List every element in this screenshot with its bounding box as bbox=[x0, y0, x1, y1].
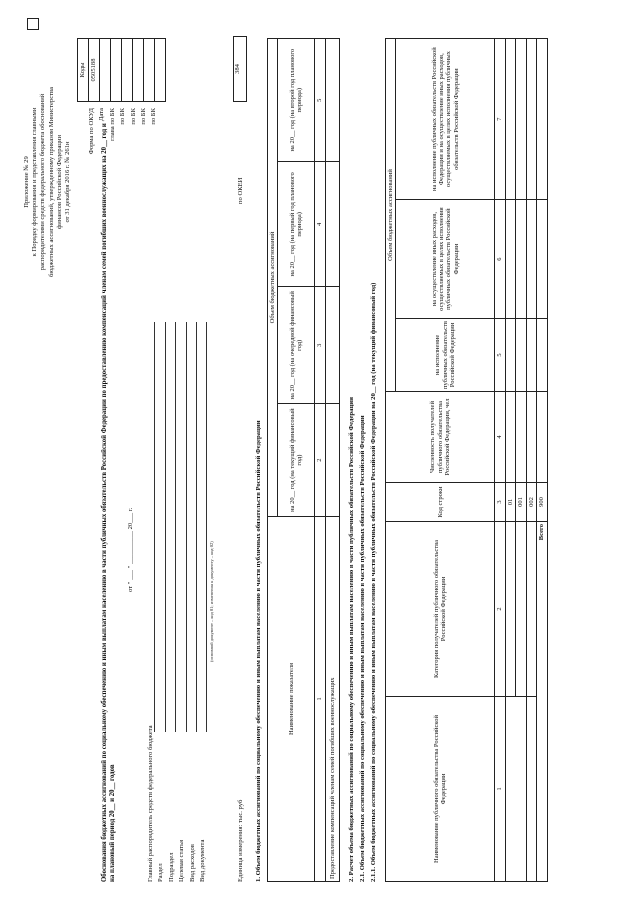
meta-label: Главный распорядитель средств федерального бюджета bbox=[147, 725, 154, 882]
corner-box bbox=[27, 18, 39, 30]
code-cell bbox=[144, 39, 155, 102]
col-number: 1 bbox=[495, 697, 505, 882]
value-cell bbox=[325, 287, 339, 404]
year-header: на 20__ год (на первый год планового периода) bbox=[278, 162, 315, 287]
col-header: Численность получателей публичного обязательства Российской Федерации, чел bbox=[386, 392, 495, 483]
year-header: на 20__ год (на очередной финансовый год) bbox=[278, 287, 315, 404]
value-cell bbox=[526, 319, 536, 392]
row-code: 002 bbox=[526, 483, 536, 522]
appendix-header bbox=[23, 32, 72, 332]
year-header: на 20__ год (на второй год планового периода) bbox=[278, 39, 315, 162]
appendix-line: от 31 декабря 2016 г. № 261н bbox=[64, 141, 72, 223]
code-label: по БК bbox=[129, 108, 137, 125]
value-cell bbox=[516, 200, 526, 319]
section21-title: 2.1. Объем бюджетных ассигнований по социальному обеспечению и иным выплатам населению в части публичных обязательств Российской Федерации bbox=[359, 415, 366, 882]
sub-header: на осуществление иных расходов, осуществляемых в целях исполнения публичных обязательств Российской Федерации bbox=[396, 200, 495, 319]
code-cell bbox=[111, 39, 122, 102]
form-code: 0505188 bbox=[89, 39, 100, 102]
value-cell bbox=[537, 319, 547, 392]
value-cell bbox=[505, 200, 515, 319]
sub-header: на исполнение публичных обязательств Российской Федерации bbox=[396, 319, 495, 392]
meta-row bbox=[189, 322, 199, 882]
okei-code: 384 bbox=[233, 36, 247, 102]
meta-label: Целевая статья bbox=[178, 839, 186, 882]
value-cell bbox=[526, 697, 536, 882]
col-number: 4 bbox=[315, 162, 325, 287]
appendix-line: бюджетных ассигнований, утвержденному приказом Министерства bbox=[47, 87, 55, 278]
row-code: 01 bbox=[505, 483, 515, 522]
col-number: 5 bbox=[315, 39, 325, 162]
col-header: Код строки bbox=[386, 483, 495, 522]
sub-header: на исполнение публичных обязательств Российской Федерации и на осуществление иных расходов, осуществляемых в целях исполнения публичных обязательств Российской Федерации bbox=[396, 39, 495, 200]
codes-header: Коды bbox=[78, 39, 89, 102]
col-group-header: Объем бюджетных ассигнований bbox=[386, 39, 396, 392]
code-label: Дата bbox=[98, 108, 106, 122]
code-cell bbox=[122, 39, 133, 102]
meta-row bbox=[199, 322, 209, 882]
value-cell bbox=[537, 200, 547, 319]
value-cell bbox=[505, 392, 515, 483]
col-number: 1 bbox=[315, 517, 325, 882]
col-number: 4 bbox=[495, 392, 505, 483]
appendix-line: Приложение № 29 bbox=[23, 156, 30, 208]
col-group-header: Объем бюджетных ассигнований bbox=[268, 39, 278, 517]
code-labels bbox=[88, 108, 161, 212]
meta-row bbox=[178, 322, 188, 882]
rotated-document-page bbox=[15, 12, 625, 892]
okei-label: по ОКЕИ bbox=[237, 177, 244, 204]
code-label: по БК bbox=[139, 108, 147, 125]
year-header: на 20__ год (на текущий финансовый год) bbox=[278, 404, 315, 517]
value-cell bbox=[325, 39, 339, 162]
meta-row bbox=[157, 322, 167, 882]
value-cell bbox=[325, 404, 339, 517]
section1-title: 1. Объем бюджетных ассигнований по социальному обеспечению и иным выплатам населению в части публичных обязательств Российской Федерации bbox=[255, 420, 262, 882]
col-number: 3 bbox=[315, 287, 325, 404]
col-number: 2 bbox=[495, 522, 505, 697]
meta-label: Вид документа bbox=[198, 839, 206, 882]
meta-block bbox=[147, 322, 215, 882]
col-header: Категория получателей публичного обязательства Российской Федерации bbox=[386, 522, 495, 697]
col-number: 6 bbox=[495, 200, 505, 319]
value-cell bbox=[505, 522, 515, 697]
section1-table bbox=[267, 38, 340, 882]
value-cell bbox=[505, 319, 515, 392]
value-cell bbox=[526, 39, 536, 200]
code-cell bbox=[133, 39, 144, 102]
col-number: 7 bbox=[495, 39, 505, 200]
value-cell bbox=[526, 522, 536, 697]
value-cell bbox=[325, 162, 339, 287]
row-label: Предоставление компенсаций членам семей погибших военнослужащих bbox=[325, 517, 339, 882]
col-number: 3 bbox=[495, 483, 505, 522]
unit-label: Единица измерения: тыс. руб bbox=[237, 799, 244, 882]
col-number: 5 bbox=[495, 319, 505, 392]
section2-table bbox=[385, 38, 548, 882]
value-cell bbox=[516, 392, 526, 483]
value-cell bbox=[505, 697, 526, 882]
appendix-line: финансов Российской Федерации bbox=[55, 134, 63, 230]
section2-title: 2. Расчет объема бюджетных ассигнований по социальному обеспечению и иным выплатам населению в части публичных обязательств Российской Федерации bbox=[348, 397, 355, 882]
meta-label: Подраздел bbox=[167, 852, 175, 882]
col-number: 2 bbox=[315, 404, 325, 517]
appendix-line: распорядителями средств федерального бюджета обоснований bbox=[39, 93, 47, 271]
col-header: Наименование показателя bbox=[268, 517, 315, 882]
code-label: по БК bbox=[119, 108, 127, 125]
row-code: 001 bbox=[516, 483, 526, 522]
value-cell bbox=[516, 522, 526, 697]
value-cell bbox=[526, 392, 536, 483]
value-cell bbox=[516, 39, 526, 200]
meta-label: Вид расходов bbox=[188, 844, 196, 882]
value-cell bbox=[505, 39, 515, 200]
section211-title: 2.1.1. Объем бюджетных ассигнований по социальному обеспечению и иным выплатам населению в части публичных обязательств Российской Федерации на 20__ год (на текущий финансовый год) bbox=[370, 282, 377, 882]
total-label: Всего bbox=[537, 522, 547, 882]
doc-hint: (основной документ – код 01; изменения к документу – код 02) bbox=[209, 541, 215, 662]
meta-label: Раздел bbox=[157, 863, 165, 882]
row-code: 900 bbox=[537, 483, 547, 522]
value-cell bbox=[537, 39, 547, 200]
col-header: Наименование публичного обязательства Российской Федерации bbox=[386, 697, 495, 882]
codes-table bbox=[77, 38, 166, 102]
value-cell bbox=[516, 319, 526, 392]
value-cell bbox=[537, 392, 547, 483]
date-line: от " ___ " __________ 20___ г. bbox=[127, 507, 134, 592]
value-cell bbox=[526, 200, 536, 319]
meta-row bbox=[147, 322, 157, 882]
code-label: глава по БК bbox=[108, 108, 116, 141]
code-cell bbox=[100, 39, 111, 102]
code-label: по БК bbox=[150, 108, 158, 125]
code-label: Форма по ОКУД bbox=[88, 108, 95, 155]
appendix-line: к Порядку формирования и представления главными bbox=[31, 107, 39, 257]
document-title: Обоснования бюджетных ассигнований по социальному обеспечению и иным выплатам населению в части публичных обязательств Российской Федерации по предоставлению компенсаций членам семей погибших военнослужащих на 20__ год и на плановый период 20__ и 20__ годов bbox=[101, 123, 117, 882]
code-cell bbox=[155, 39, 166, 102]
meta-row bbox=[168, 322, 178, 882]
